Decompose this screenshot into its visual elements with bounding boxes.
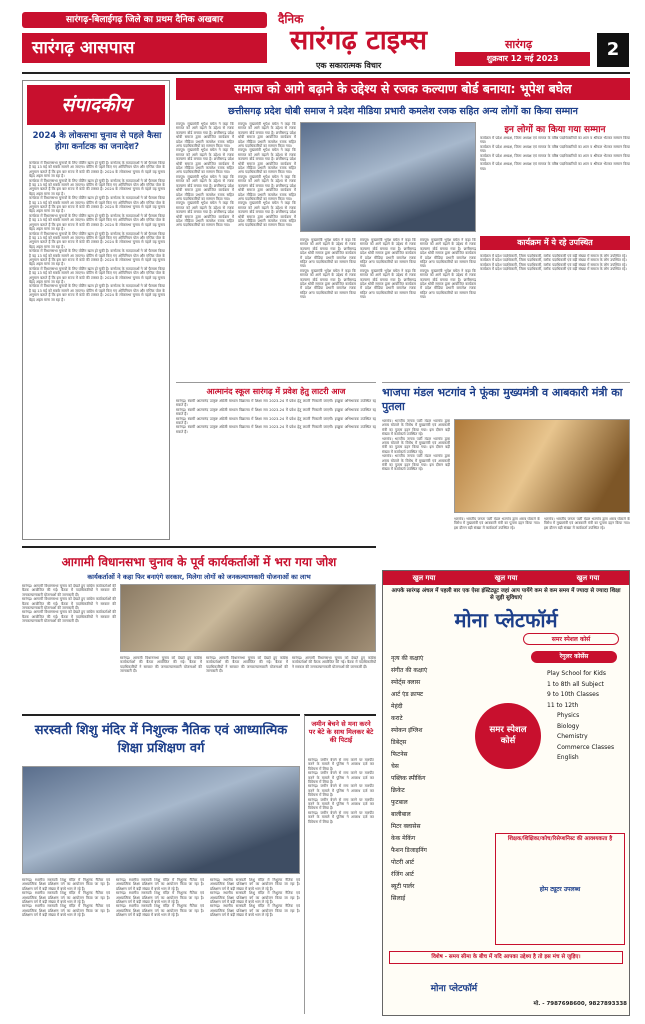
lead-body-text: रायपुर। मुख्यमंत्री भूपेश बघेल ने कहा कि समाज को आगे बढ़ाने के उद्देश्य से रजक कल्याण बोर्ड बनाया गया है। छत्तीसगढ़ प्रदेश धोबी समाज द्वारा आयोजित कार्यक्रम में प्रदेश मीडिया प्रभारी कमलेश रजक सहित अन्य पदाधिकारियों का सम्मान किया गया। [420, 268, 476, 300]
lead-body-col3 [300, 238, 356, 378]
lead-honor-box [480, 122, 630, 378]
ad-activity-item: ब्यूटी पार्लर [391, 883, 415, 890]
lead-story [176, 78, 630, 378]
story-shishu-mandir [22, 714, 300, 1014]
land-text: सारंगढ़। जमीन बेचने से मना करने पर मारपीट करने के मामले में पुलिस ने अपराध दर्ज कर विवेचना में लिया है। [308, 784, 374, 798]
story-bjp [382, 382, 630, 564]
attendees-text: कार्यक्रम में प्रदेश पदाधिकारी, जिला पदाधिकारी, ब्लॉक पदाधिकारी एवं बड़ी संख्या में समाज के लोग उपस्थित रहे। [480, 258, 627, 263]
editorial-column [22, 80, 170, 540]
ad-banner-row [383, 571, 629, 585]
ad-special-burst [475, 703, 541, 769]
editorial-headline: 2024 के लोकसभा चुनाव से पहले कैसा होगा कर्नाटक का जनादेश? [32, 131, 162, 152]
ad-course-item: Play School for Kids [547, 670, 606, 677]
page-number-badge [597, 33, 629, 67]
workers-text: सारंगढ़। आगामी विधानसभा चुनाव को देखते हुए कांग्रेस कार्यकर्ताओं की बैठक आयोजित की गई। बैठक में पदाधिकारियों ने सरकार की जनकल्याणकारी योजनाओं की जानकारी दी। [206, 656, 288, 674]
lead-headline-box [176, 78, 630, 100]
shishu-headline: सरस्वती शिशु मंदिर में निशुल्क नैतिक एवं आध्यात्मिक शिक्षा प्रशिक्षण वर्ग [34, 723, 288, 756]
ad-activity-item: रंजिंग आर्ट [391, 871, 414, 878]
ad-banner-label: खुल गया [494, 573, 518, 582]
honor-box-text: कार्यक्रम में प्रदेश अध्यक्ष, जिला अध्यक्ष एवं समाज के वरिष्ठ पदाधिकारियों का शाल व श्रीफल भेंटकर सम्मान किया गया। [480, 144, 630, 154]
masthead-date: शुक्रवार 12 मई 2023 [455, 52, 590, 66]
ad-activity-item: मेहंदी [391, 703, 403, 710]
workers-headline: आगामी विधानसभा चुनाव के पूर्व कार्यकर्ताओं में भरा गया जोश [61, 555, 337, 569]
ad-activity-item: फैशन डिजाइनिंग [391, 847, 427, 854]
land-text: सारंगढ़। जमीन बेचने से मना करने पर मारपीट करने के मामले में पुलिस ने अपराध दर्ज कर विवेचना में लिया है। [308, 810, 374, 824]
ad-need-title: शिक्षक/शिक्षिका/कोच/रिसेप्शनिस्ट की आवश्यकता है [507, 836, 613, 842]
bjp-headline: भाजपा मंडल भटगांव ने फूंका मुख्यमंत्री व आबकारी मंत्री का पुतला [382, 386, 623, 413]
newspaper-slogan: एक सकारात्मक विचार [316, 61, 382, 70]
lead-subhead: छत्तीसगढ़ प्रदेश धोबी समाज ने प्रदेश मीडिया प्रभारी कमलेश रजक सहित अन्य लोगों का किया सम्मान [228, 106, 578, 117]
lead-body-col2 [238, 122, 296, 377]
atmanand-body [176, 399, 376, 539]
lead-body-text: रायपुर। मुख्यमंत्री भूपेश बघेल ने कहा कि समाज को आगे बढ़ाने के उद्देश्य से रजक कल्याण बोर्ड बनाया गया है। छत्तीसगढ़ प्रदेश धोबी समाज द्वारा आयोजित कार्यक्रम में प्रदेश मीडिया प्रभारी कमलेश रजक सहित अन्य पदाधिकारियों का सम्मान किया गया। [420, 238, 476, 269]
editorial-body [29, 161, 165, 536]
shishu-text: सारंगढ़। स्थानीय सरस्वती शिशु मंदिर में निशुल्क नैतिक एवं आध्यात्मिक शिक्षा प्रशिक्षण वर्ग का आयोजन किया जा रहा है। प्रशिक्षण वर्ग में बड़ी संख्या में बच्चे भाग ले रहे हैं। [210, 891, 300, 905]
land-text: सारंगढ़। जमीन बेचने से मना करने पर मारपीट करने के मामले में पुलिस ने अपराध दर्ज कर विवेचना में लिया है। [308, 797, 374, 811]
lead-body-text: रायपुर। मुख्यमंत्री भूपेश बघेल ने कहा कि समाज को आगे बढ़ाने के उद्देश्य से रजक कल्याण बोर्ड बनाया गया है। छत्तीसगढ़ प्रदेश धोबी समाज द्वारा आयोजित कार्यक्रम में प्रदेश मीडिया प्रभारी कमलेश रजक सहित अन्य पदाधिकारियों का सम्मान किया गया। [300, 268, 356, 300]
ad-activity-item: स्पोकन इंग्लिश [391, 727, 423, 734]
ad-activity-item: डिबेट्स [391, 739, 407, 746]
section-title: सारंगढ़ आसपास [32, 38, 135, 58]
atmanand-text: सारंगढ़। स्वामी आत्मानंद उत्कृष्ट अंग्रेजी माध्यम विद्यालय में शिक्षा सत्र 2023-24 में प्रवेश हेतु लाटरी निकाली जाएगी। इच्छुक अभिभावक उपस्थित रह सकते हैं। [176, 416, 376, 426]
bjp-body-col2 [454, 517, 540, 565]
honor-box-title: इन लोगों का किया गया सम्मान [504, 125, 606, 135]
lead-body-text: रायपुर। मुख्यमंत्री भूपेश बघेल ने कहा कि समाज को आगे बढ़ाने के उद्देश्य से रजक कल्याण बोर्ड बनाया गया है। छत्तीसगढ़ प्रदेश धोबी समाज द्वारा आयोजित कार्यक्रम में प्रदेश मीडिया प्रभारी कमलेश रजक सहित अन्य पदाधिकारियों का सम्मान किया गया। [176, 148, 234, 175]
lead-body-text: रायपुर। मुख्यमंत्री भूपेश बघेल ने कहा कि समाज को आगे बढ़ाने के उद्देश्य से रजक कल्याण बोर्ड बनाया गया है। छत्तीसगढ़ प्रदेश धोबी समाज द्वारा आयोजित कार्यक्रम में प्रदेश मीडिया प्रभारी कमलेश रजक सहित अन्य पदाधिकारियों का सम्मान किया गया। [238, 148, 296, 175]
bjp-text: भटगांव। भारतीय जनता पार्टी मंडल भटगांव द्वारा शराब घोटाले के विरोध में मुख्यमंत्री एवं आबकारी मंत्री का पुतला दहन किया गया। इस दौरान बड़ी संख्या में कार्यकर्ता उपस्थित रहे। [544, 517, 630, 530]
tagline-banner [22, 12, 267, 28]
ad-activity-item: बालीबाल [391, 811, 411, 818]
ad-special-note: विशेष - समय सीमा के बीच में यदि आपका उद्देश्य है तो इस मंच से जुड़िए। [389, 951, 623, 964]
ad-activity-item: स्पोर्ट्स क्लास [391, 679, 421, 686]
honor-box-text: कार्यक्रम में प्रदेश अध्यक्ष, जिला अध्यक्ष एवं समाज के वरिष्ठ पदाधिकारियों का शाल व श्रीफल भेंटकर सम्मान किया गया। [480, 136, 630, 145]
ad-course-list [547, 669, 629, 829]
ad-activity-item: संगीत की कक्षाएं [391, 667, 428, 674]
ad-special-label: समर स्पेशल कोर्स [489, 725, 527, 746]
atmanand-text: सारंगढ़। स्वामी आत्मानंद उत्कृष्ट अंग्रेजी माध्यम विद्यालय में शिक्षा सत्र 2023-24 में प्रवेश हेतु लाटरी निकाली जाएगी। इच्छुक अभिभावक उपस्थित रह सकते हैं। [176, 399, 376, 408]
bjp-text: भटगांव। भारतीय जनता पार्टी मंडल भटगांव द्वारा शराब घोटाले के विरोध में मुख्यमंत्री एवं आबकारी मंत्री का पुतला दहन किया गया। इस दौरान बड़ी संख्या में कार्यकर्ता उपस्थित रहे। [454, 517, 540, 530]
atmanand-headline: आत्मानंद स्कूल सारंगढ़ में प्रवेश हेतु लाटरी आज [206, 387, 346, 396]
lead-headline: समाज को आगे बढ़ाने के उद्देश्य से रजक कल्याण बोर्ड बनाया: भूपेश बघेल [234, 81, 572, 96]
honor-box-body [480, 136, 630, 234]
lead-body-text: रायपुर। मुख्यमंत्री भूपेश बघेल ने कहा कि समाज को आगे बढ़ाने के उद्देश्य से रजक कल्याण बोर्ड बनाया गया है। छत्तीसगढ़ प्रदेश धोबी समाज द्वारा आयोजित कार्यक्रम में प्रदेश मीडिया प्रभारी कमलेश रजक सहित अन्य पदाधिकारियों का सम्मान किया गया। [176, 122, 234, 149]
ad-course-item: Commerce Classes [557, 743, 615, 751]
attendees-body [480, 254, 630, 378]
ad-activity-item: सिलाई [391, 895, 406, 902]
lead-body-col4 [360, 238, 416, 378]
land-text: सारंगढ़। जमीन बेचने से मना करने पर मारपीट करने के मामले में पुलिस ने अपराध दर्ज कर विवेचना में लिया है। [308, 758, 374, 771]
shishu-text: सारंगढ़। स्थानीय सरस्वती शिशु मंदिर में निशुल्क नैतिक एवं आध्यात्मिक शिक्षा प्रशिक्षण वर्ग का आयोजन किया जा रहा है। प्रशिक्षण वर्ग में बड़ी संख्या में बच्चे भाग ले रहे हैं। [116, 904, 204, 918]
workers-text: सारंगढ़। आगामी विधानसभा चुनाव को देखते हुए कांग्रेस कार्यकर्ताओं की बैठक आयोजित की गई। बैठक में पदाधिकारियों ने सरकार की जनकल्याणकारी योजनाओं की जानकारी दी। [22, 597, 116, 611]
ad-course-item: 11 to 12th [547, 701, 579, 709]
workers-body-col2 [120, 656, 202, 708]
bjp-photo [454, 419, 630, 513]
editorial-body-text: कर्नाटक में विधानसभा चुनावों के लिए वोटिंग खत्म हो चुकी है। कर्नाटक के मतदाताओं ने जो फैसला किया है वह 13 मई को सबके सामने आ जाएगा। वोटिंग से पहले किए गए ओपिनियन पोल और एग्जिट पोल के अनुमान बताते हैं कि इस बार राज्य में कांटे की टक्कर है। 2024 के लोकसभा चुनाव से पहले यह चुनाव बेहद अहम माना जा रहा है। [29, 284, 165, 302]
ad-course-item: Biology [557, 722, 580, 730]
ad-activity-item: केक मेकिंग [391, 835, 416, 842]
ad-activity-item: कराटे [391, 715, 403, 722]
masthead-tagline: सारंगढ़-बिलाईगढ़ जिले का प्रथम दैनिक अखबार [65, 15, 224, 25]
editorial-body-text: कर्नाटक में विधानसभा चुनावों के लिए वोटिंग खत्म हो चुकी है। कर्नाटक के मतदाताओं ने जो फैसला किया है वह 13 मई को सबके सामने आ जाएगा। वोटिंग से पहले किए गए ओपिनियन पोल और एग्जिट पोल के अनुमान बताते हैं कि इस बार राज्य में कांटे की टक्कर है। 2024 के लोकसभा चुनाव से पहले यह चुनाव बेहद अहम माना जा रहा है। [29, 161, 165, 179]
shishu-text: सारंगढ़। स्थानीय सरस्वती शिशु मंदिर में निशुल्क नैतिक एवं आध्यात्मिक शिक्षा प्रशिक्षण वर्ग का आयोजन किया जा रहा है। प्रशिक्षण वर्ग में बड़ी संख्या में बच्चे भाग ले रहे हैं। [116, 891, 204, 905]
ad-activity-item: फिटनेस [391, 751, 408, 758]
attendees-text: कार्यक्रम में प्रदेश पदाधिकारी, जिला पदाधिकारी, ब्लॉक पदाधिकारी एवं बड़ी संख्या में समाज के लोग उपस्थित रहे। [480, 254, 627, 258]
atmanand-text: सारंगढ़। स्वामी आत्मानंद उत्कृष्ट अंग्रेजी माध्यम विद्यालय में शिक्षा सत्र 2023-24 में प्रवेश हेतु लाटरी निकाली जाएगी। इच्छुक अभिभावक उपस्थित रह सकते हैं। [176, 407, 376, 417]
ad-course-item: 1 to 8th all Subject [547, 680, 604, 688]
shishu-text: सारंगढ़। स्थानीय सरस्वती शिशु मंदिर में निशुल्क नैतिक एवं आध्यात्मिक शिक्षा प्रशिक्षण वर्ग का आयोजन किया जा रहा है। प्रशिक्षण वर्ग में बड़ी संख्या में बच्चे भाग ले रहे हैं। [210, 904, 300, 918]
ad-brand-name: मोना प्लेटफॉर्म [454, 608, 558, 632]
story-land [304, 714, 376, 1014]
lead-body-text: रायपुर। मुख्यमंत्री भूपेश बघेल ने कहा कि समाज को आगे बढ़ाने के उद्देश्य से रजक कल्याण बोर्ड बनाया गया है। छत्तीसगढ़ प्रदेश धोबी समाज द्वारा आयोजित कार्यक्रम में प्रदेश मीडिया प्रभारी कमलेश रजक सहित अन्य पदाधिकारियों का सम्मान किया गया। [176, 174, 234, 201]
lead-body-col1 [176, 122, 234, 377]
ad-activity-item: चेस [391, 763, 399, 770]
workers-text: सारंगढ़। आगामी विधानसभा चुनाव को देखते हुए कांग्रेस कार्यकर्ताओं की बैठक आयोजित की गई। बैठक में पदाधिकारियों ने सरकार की जनकल्याणकारी योजनाओं की जानकारी दी। [22, 584, 116, 597]
shishu-text: सारंगढ़। स्थानीय सरस्वती शिशु मंदिर में निशुल्क नैतिक एवं आध्यात्मिक शिक्षा प्रशिक्षण वर्ग का आयोजन किया जा रहा है। प्रशिक्षण वर्ग में बड़ी संख्या में बच्चे भाग ले रहे हैं। [22, 878, 110, 891]
editorial-body-text: कर्नाटक में विधानसभा चुनावों के लिए वोटिंग खत्म हो चुकी है। कर्नाटक के मतदाताओं ने जो फैसला किया है वह 13 मई को सबके सामने आ जाएगा। वोटिंग से पहले किए गए ओपिनियन पोल और एग्जिट पोल के अनुमान बताते हैं कि इस बार राज्य में कांटे की टक्कर है। 2024 के लोकसभा चुनाव से पहले यह चुनाव बेहद अहम माना जा रहा है। [29, 231, 165, 249]
lead-photo [300, 122, 476, 232]
ad-need-box [495, 833, 625, 945]
newspaper-title: सारंगढ़ टाइम्स [290, 25, 427, 56]
ad-contact: मो. - 7987698600, 9827893338 [533, 1001, 627, 1007]
bjp-text: भटगांव। भारतीय जनता पार्टी मंडल भटगांव द्वारा शराब घोटाले के विरोध में मुख्यमंत्री एवं आबकारी मंत्री का पुतला दहन किया गया। इस दौरान बड़ी संख्या में कार्यकर्ता उपस्थित रहे। [382, 419, 450, 437]
lead-body-col5 [420, 238, 476, 378]
workers-text: सारंगढ़। आगामी विधानसभा चुनाव को देखते हुए कांग्रेस कार्यकर्ताओं की बैठक आयोजित की गई। बैठक में पदाधिकारियों ने सरकार की जनकल्याणकारी योजनाओं की जानकारी दी। [292, 656, 376, 669]
workers-body-col1 [22, 584, 116, 708]
attendees-text: कार्यक्रम में प्रदेश पदाधिकारी, जिला पदाधिकारी, ब्लॉक पदाधिकारी एवं बड़ी संख्या में समाज के लोग उपस्थित रहे। [480, 267, 627, 272]
ad-mona-platform [382, 570, 630, 1016]
shishu-body-col3 [210, 878, 300, 1014]
editorial-body-text: कर्नाटक में विधानसभा चुनावों के लिए वोटिंग खत्म हो चुकी है। कर्नाटक के मतदाताओं ने जो फैसला किया है वह 13 मई को सबके सामने आ जाएगा। वोटिंग से पहले किए गए ओपिनियन पोल और एग्जिट पोल के अनुमान बताते हैं कि इस बार राज्य में कांटे की टक्कर है। 2024 के लोकसभा चुनाव से पहले यह चुनाव बेहद अहम माना जा रहा है। [29, 196, 165, 214]
editorial-body-text: कर्नाटक में विधानसभा चुनावों के लिए वोटिंग खत्म हो चुकी है। कर्नाटक के मतदाताओं ने जो फैसला किया है वह 13 मई को सबके सामने आ जाएगा। वोटिंग से पहले किए गए ओपिनियन पोल और एग्जिट पोल के अनुमान बताते हैं कि इस बार राज्य में कांटे की टक्कर है। 2024 के लोकसभा चुनाव से पहले यह चुनाव बेहद अहम माना जा रहा है। [29, 266, 165, 284]
page-number: 2 [606, 39, 620, 60]
ad-tag: समर स्पेशल कोर्स [523, 633, 619, 645]
honor-box-text: कार्यक्रम में प्रदेश अध्यक्ष, जिला अध्यक्ष एवं समाज के वरिष्ठ पदाधिकारियों का शाल व श्रीफल भेंटकर सम्मान किया गया। [480, 162, 630, 171]
ad-intro: आपके सारंगढ़ अंचल में पहली बार एक ऐसा इंस्टिट्यूट जहां आप पायेंगे कम से कम समय में ज्यादा से ज्यादा शिक्षा से जुड़ी सुविधाएं [391, 588, 621, 601]
land-text: सारंगढ़। जमीन बेचने से मना करने पर मारपीट करने के मामले में पुलिस ने अपराध दर्ज कर विवेचना में लिया है। [308, 771, 374, 785]
lead-body-text: रायपुर। मुख्यमंत्री भूपेश बघेल ने कहा कि समाज को आगे बढ़ाने के उद्देश्य से रजक कल्याण बोर्ड बनाया गया है। छत्तीसगढ़ प्रदेश धोबी समाज द्वारा आयोजित कार्यक्रम में प्रदेश मीडिया प्रभारी कमलेश रजक सहित अन्य पदाधिकारियों का सम्मान किया गया। [238, 122, 296, 149]
ad-footer-name: मोना प्लेटफॉर्म [430, 984, 478, 994]
honor-box-text: कार्यक्रम में प्रदेश अध्यक्ष, जिला अध्यक्ष एवं समाज के वरिष्ठ पदाधिकारियों का शाल व श्रीफल भेंटकर सम्मान किया गया। [480, 153, 630, 163]
workers-text: सारंगढ़। आगामी विधानसभा चुनाव को देखते हुए कांग्रेस कार्यकर्ताओं की बैठक आयोजित की गई। बैठक में पदाधिकारियों ने सरकार की जनकल्याणकारी योजनाओं की जानकारी दी। [22, 610, 116, 624]
bjp-body-col1 [382, 419, 450, 565]
ad-banner-label: खुल गया [412, 573, 436, 582]
shishu-text: सारंगढ़। स्थानीय सरस्वती शिशु मंदिर में निशुल्क नैतिक एवं आध्यात्मिक शिक्षा प्रशिक्षण वर्ग का आयोजन किया जा रहा है। प्रशिक्षण वर्ग में बड़ी संख्या में बच्चे भाग ले रहे हैं। [210, 878, 300, 891]
lead-body-text: रायपुर। मुख्यमंत्री भूपेश बघेल ने कहा कि समाज को आगे बढ़ाने के उद्देश्य से रजक कल्याण बोर्ड बनाया गया है। छत्तीसगढ़ प्रदेश धोबी समाज द्वारा आयोजित कार्यक्रम में प्रदेश मीडिया प्रभारी कमलेश रजक सहित अन्य पदाधिकारियों का सम्मान किया गया। [300, 238, 356, 269]
shishu-body-col2 [116, 878, 204, 1014]
editorial-body-text: कर्नाटक में विधानसभा चुनावों के लिए वोटिंग खत्म हो चुकी है। कर्नाटक के मतदाताओं ने जो फैसला किया है वह 13 मई को सबके सामने आ जाएगा। वोटिंग से पहले किए गए ओपिनियन पोल और एग्जिट पोल के अनुमान बताते हैं कि इस बार राज्य में कांटे की टक्कर है। 2024 के लोकसभा चुनाव से पहले यह चुनाव बेहद अहम माना जा रहा है। [29, 249, 165, 267]
workers-body-col4 [292, 656, 376, 708]
ad-activity-item: फुटबाल [391, 799, 408, 806]
ad-course-item: Physics [557, 712, 580, 719]
land-body [308, 758, 374, 1014]
lead-body-text: रायपुर। मुख्यमंत्री भूपेश बघेल ने कहा कि समाज को आगे बढ़ाने के उद्देश्य से रजक कल्याण बोर्ड बनाया गया है। छत्तीसगढ़ प्रदेश धोबी समाज द्वारा आयोजित कार्यक्रम में प्रदेश मीडिया प्रभारी कमलेश रजक सहित अन्य पदाधिकारियों का सम्मान किया गया। [238, 174, 296, 201]
story-workers [22, 546, 376, 708]
lead-body-text: रायपुर। मुख्यमंत्री भूपेश बघेल ने कहा कि समाज को आगे बढ़ाने के उद्देश्य से रजक कल्याण बोर्ड बनाया गया है। छत्तीसगढ़ प्रदेश धोबी समाज द्वारा आयोजित कार्यक्रम में प्रदेश मीडिया प्रभारी कमलेश रजक सहित अन्य पदाधिकारियों का सम्मान किया गया। [360, 268, 416, 300]
ad-course-item: Chemistry [557, 733, 588, 740]
atmanand-text: सारंगढ़। स्वामी आत्मानंद उत्कृष्ट अंग्रेजी माध्यम विद्यालय में शिक्षा सत्र 2023-24 में प्रवेश हेतु लाटरी निकाली जाएगी। इच्छुक अभिभावक उपस्थित रह सकते हैं। [176, 425, 376, 434]
ad-home-title: होम ट्यूटर उपलब्ध [539, 886, 581, 893]
workers-body-col3 [206, 656, 288, 708]
shishu-body-col1 [22, 878, 110, 1014]
ad-activity-item: पोटरी आर्ट [391, 859, 415, 866]
editorial-body-text: कर्नाटक में विधानसभा चुनावों के लिए वोटिंग खत्म हो चुकी है। कर्नाटक के मतदाताओं ने जो फैसला किया है वह 13 मई को सबके सामने आ जाएगा। वोटिंग से पहले किए गए ओपिनियन पोल और एग्जिट पोल के अनुमान बताते हैं कि इस बार राज्य में कांटे की टक्कर है। 2024 के लोकसभा चुनाव से पहले यह चुनाव बेहद अहम माना जा रहा है। [29, 178, 165, 196]
story-atmanand [176, 382, 376, 540]
section-banner [22, 33, 267, 63]
lead-body-text: रायपुर। मुख्यमंत्री भूपेश बघेल ने कहा कि समाज को आगे बढ़ाने के उद्देश्य से रजक कल्याण बोर्ड बनाया गया है। छत्तीसगढ़ प्रदेश धोबी समाज द्वारा आयोजित कार्यक्रम में प्रदेश मीडिया प्रभारी कमलेश रजक सहित अन्य पदाधिकारियों का सम्मान किया गया। [238, 201, 296, 228]
shishu-text: सारंगढ़। स्थानीय सरस्वती शिशु मंदिर में निशुल्क नैतिक एवं आध्यात्मिक शिक्षा प्रशिक्षण वर्ग का आयोजन किया जा रहा है। प्रशिक्षण वर्ग में बड़ी संख्या में बच्चे भाग ले रहे हैं। [116, 878, 204, 891]
workers-text: सारंगढ़। आगामी विधानसभा चुनाव को देखते हुए कांग्रेस कार्यकर्ताओं की बैठक आयोजित की गई। बैठक में पदाधिकारियों ने सरकार की जनकल्याणकारी योजनाओं की जानकारी दी। [120, 656, 202, 674]
ad-regular-label: रेगुलर कोर्सेस [531, 651, 617, 663]
editorial-body-text: कर्नाटक में विधानसभा चुनावों के लिए वोटिंग खत्म हो चुकी है। कर्नाटक के मतदाताओं ने जो फैसला किया है वह 13 मई को सबके सामने आ जाएगा। वोटिंग से पहले किए गए ओपिनियन पोल और एग्जिट पोल के अनुमान बताते हैं कि इस बार राज्य में कांटे की टक्कर है। 2024 के लोकसभा चुनाव से पहले यह चुनाव बेहद अहम माना जा रहा है। [29, 213, 165, 232]
workers-subhead: कार्यकर्ताओं ने कहा फिर बनाएंगे सरकार, मिलेगा लोगों को जनकल्याणकारी योजनाओं का लाभ [87, 573, 311, 581]
ad-activity-item: पब्लिक स्पीकिंग [391, 775, 426, 782]
ad-activity-list [391, 653, 491, 908]
masthead-divider [22, 72, 630, 74]
ad-activity-item: मिटर क्लासेस [391, 823, 421, 830]
shishu-text: सारंगढ़। स्थानीय सरस्वती शिशु मंदिर में निशुल्क नैतिक एवं आध्यात्मिक शिक्षा प्रशिक्षण वर्ग का आयोजन किया जा रहा है। प्रशिक्षण वर्ग में बड़ी संख्या में बच्चे भाग ले रहे हैं। [22, 904, 110, 918]
ad-course-item: English [557, 754, 579, 761]
ad-course-item: 9 to 10th Classes [547, 691, 599, 698]
lead-body-text: रायपुर। मुख्यमंत्री भूपेश बघेल ने कहा कि समाज को आगे बढ़ाने के उद्देश्य से रजक कल्याण बोर्ड बनाया गया है। छत्तीसगढ़ प्रदेश धोबी समाज द्वारा आयोजित कार्यक्रम में प्रदेश मीडिया प्रभारी कमलेश रजक सहित अन्य पदाधिकारियों का सम्मान किया गया। [176, 201, 234, 228]
workers-photo [120, 584, 376, 652]
daily-label: दैनिक [278, 12, 304, 26]
bjp-text: भटगांव। भारतीय जनता पार्टी मंडल भटगांव द्वारा शराब घोटाले के विरोध में मुख्यमंत्री एवं आबकारी मंत्री का पुतला दहन किया गया। इस दौरान बड़ी संख्या में कार्यकर्ता उपस्थित रहे। [382, 454, 450, 472]
editorial-label: संपादकीय [61, 94, 131, 116]
masthead-city: सारंगढ़ [505, 38, 533, 51]
attendees-title: कार्यक्रम में ये रहे उपस्थित [480, 236, 630, 250]
ad-activity-item: नृत्य की कक्षाएं [391, 655, 424, 662]
shishu-text: सारंगढ़। स्थानीय सरस्वती शिशु मंदिर में निशुल्क नैतिक एवं आध्यात्मिक शिक्षा प्रशिक्षण वर्ग का आयोजन किया जा रहा है। प्रशिक्षण वर्ग में बड़ी संख्या में बच्चे भाग ले रहे हैं। [22, 891, 110, 905]
ad-activity-item: आर्ट एंड क्राफ्ट [391, 691, 423, 698]
lead-body-text: रायपुर। मुख्यमंत्री भूपेश बघेल ने कहा कि समाज को आगे बढ़ाने के उद्देश्य से रजक कल्याण बोर्ड बनाया गया है। छत्तीसगढ़ प्रदेश धोबी समाज द्वारा आयोजित कार्यक्रम में प्रदेश मीडिया प्रभारी कमलेश रजक सहित अन्य पदाधिकारियों का सम्मान किया गया। [360, 238, 416, 269]
ad-banner-label: खुल गया [576, 573, 600, 582]
bjp-body-col3 [544, 517, 630, 565]
land-headline: जमीन बेचने से मना करने पर बेटे के साथ मिलकर बेटे की पिटाई [308, 720, 374, 744]
bjp-text: भटगांव। भारतीय जनता पार्टी मंडल भटगांव द्वारा शराब घोटाले के विरोध में मुख्यमंत्री एवं आबकारी मंत्री का पुतला दहन किया गया। इस दौरान बड़ी संख्या में कार्यकर्ता उपस्थित रहे। [382, 436, 450, 454]
masthead [0, 0, 645, 90]
editorial-label-box [27, 85, 165, 125]
attendees-text: कार्यक्रम में प्रदेश पदाधिकारी, जिला पदाधिकारी, ब्लॉक पदाधिकारी एवं बड़ी संख्या में समाज के लोग उपस्थित रहे। [480, 262, 627, 267]
ad-activity-item: क्रिकेट [391, 787, 405, 794]
shishu-photo [22, 766, 300, 874]
